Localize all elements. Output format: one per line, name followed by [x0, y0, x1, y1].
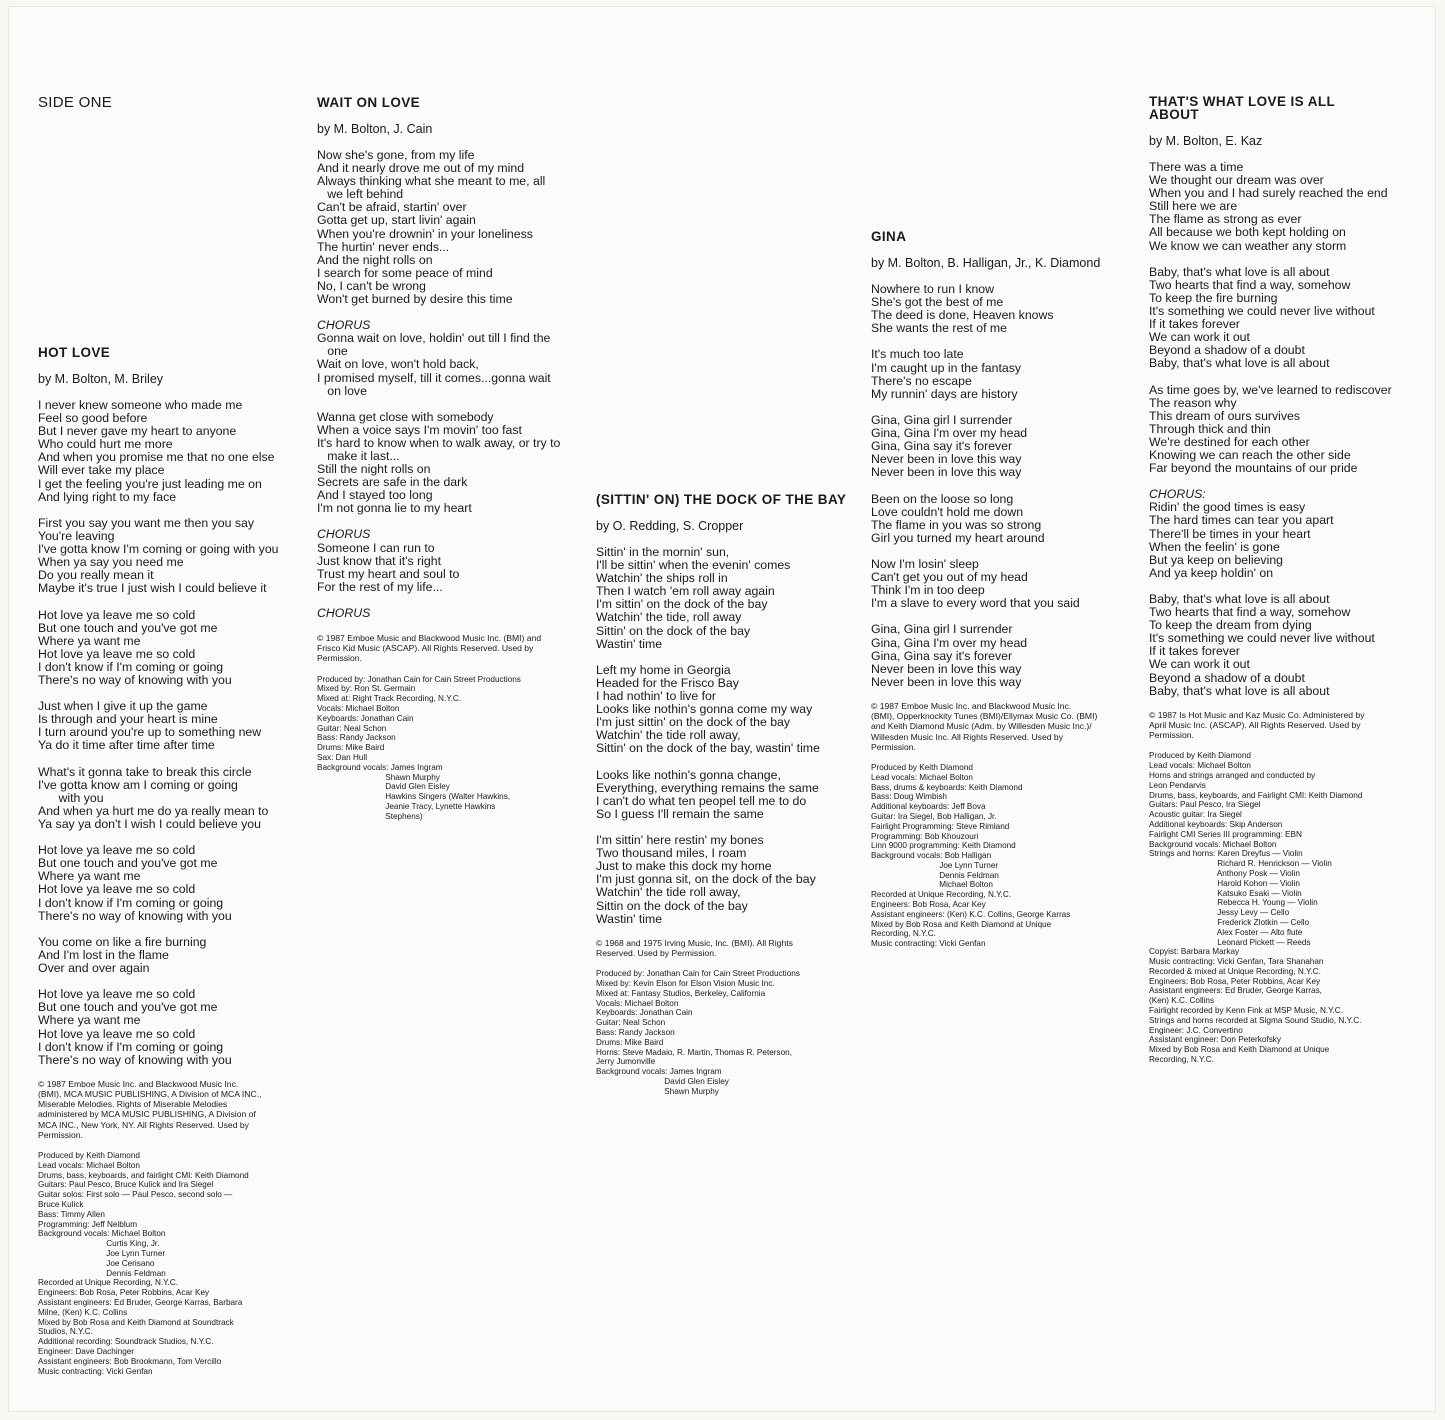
song-wait-on-love [317, 96, 587, 822]
song-title: THAT'S WHAT LOVE IS ALL ABOUT [1149, 94, 1335, 122]
song-credit: by O. Redding, S. Cropper [596, 519, 744, 533]
song-verse: Wanna get close with somebody When a voice says I'm movin' too fast It's hard to know when to walk away, or try to make it last... Still the night rolls on Secrets are safe in the dark And I stayed too long I'm not gonna lie to my heart [317, 409, 561, 516]
song-lyrics: I never knew someone who made me Feel so good before But I never gave my heart to anyone Who could hurt me more And when you promise me that no one else Will ever take my place I get the feeling you're just leading me on And lying right to my face First you say you want me then you say You're leaving I've gotta know I'm coming or going with you When ya say you need me Do you really mean it Maybe it's true I just wish I could believe it Hot love ya leave me so cold But one touch and you've got me Where ya want me Hot love ya leave me so cold I don't know if I'm coming or going There's no way of knowing with you Just when I give it up the game Is through and your heart is mine I turn around you're up to something new Ya do it time after time after time What's it gonna take to break this circle I've gotta know am I coming or going with you And when ya hurt me do ya really mean to Ya say ya don't I wish I could believe you Hot love ya leave me so cold But one touch and you've got me Where ya want me Hot love ya leave me so cold I don't know if I'm coming or going There's no way of knowing with you You come on like a fire burning And I'm lost in the flame Over and over again Hot love ya leave me so cold But one touch and you've got me Where ya want me Hot love ya leave me so cold I don't know if I'm coming or going There's no way of knowing with you [38, 398, 279, 1067]
song-copyright: © 1987 Emboe Music Inc. and Blackwood Music Inc. (BMI), Opperknockity Tunes (BMI)/Ellymax Music Co. (BMI) and Keith Diamond Music (Adm. by Willesden Music Inc.)/ Willesden Music Inc. All Rights Reserved. Used by Permission. [871, 700, 1098, 752]
song-copyright: © 1987 Is Hot Music and Kaz Music Co. Administered by April Music Inc. (ASCAP). All Rights Reserved. Used by Permission. [1149, 709, 1365, 741]
chorus-label: CHORUS: [1149, 487, 1206, 502]
song-chorus: Gonna wait on love, holdin' out till I find the one Wait on love, won't hold back, I promised myself, till it comes...gonna wait on love [317, 331, 551, 398]
song-copyright: © 1987 Emboe Music and Blackwood Music Inc. (BMI) and Frisco Kid Music (ASCAP). All Rights Reserved. Used by Permission. [317, 633, 542, 664]
song-title: WAIT ON LOVE [317, 95, 421, 110]
chorus-label: CHORUS [317, 605, 371, 620]
song-production-credits: Produced by Keith Diamond Lead vocals: Michael Bolton Horns and strings arranged and conducted by Leon Pendarvis Drums, bass, keyboards, and Fairlight CMI: Keith Diamond Guitars: Paul Pesco, Ira Siegel Acoustic guitar: Ira Siegel Additional keyboards: Skip Anderson Fairlight CMI Series III programming: EBN Background vocals: Michael Bolton Strings and horns: Karen Dreyfus — Violin Richard R. Henrickson — Violin Anthony Posk — Violin Harold Kohon — Violin Katsuko Esaki — Violin Rebecca H. Young — Violin Jessy Levy — Cello Frederick Zlotkin — Cello Alex Foster — Alto flute Leonard Pickett — Reeds Copyist: Barbara Markay Music contracting: Vicki Genfan, Tara Shanahan Recorded & mixed at Unique Recording, N.Y.C. Engineers: Bob Rosa, Peter Robbins, Acar Key Assistant engineers: Ed Bruder, George Karras, (Ken) K.C. Collins Fairlight recorded by Kenn Fink at MSP Music, N.Y.C. Strings and horns recorded at Sigma Sound Studio, N.Y.C. Engineer: J.C. Convertino Assistant engineer: Don Peterkofsky Mixed by Bob Rosa and Keith Diamond at Unique Recording, N.Y.C. [1149, 751, 1363, 1065]
song-title: HOT LOVE [38, 345, 111, 360]
song-title: (SITTIN' ON) THE DOCK OF THE BAY [596, 492, 847, 507]
song-verse: Someone I can run to Just know that it's right Trust my heart and soul to For the rest of my life... [317, 540, 460, 594]
song-credit: by M. Bolton, M. Briley [38, 372, 164, 386]
chorus-label: CHORUS [317, 527, 371, 542]
song-title: GINA [871, 229, 907, 244]
song-credit: by M. Bolton, B. Halligan, Jr., K. Diamond [871, 256, 1101, 270]
song-production-credits: Produced by Keith Diamond Lead vocals: Michael Bolton Drums, bass, keyboards, and fairlight CMI: Keith Diamond Guitars: Paul Pesco, Bruce Kulick and Ira Siegel Guitar solos: First solo — Paul Pesco, second solo — Bruce Kulick Bass: Timmy Allen Programming: Jeff Neiblum Background vocals: Michael Bolton Curtis King, Jr. Joe Lynn Turner Joe Cerisano Dennis Feldman Recorded at Unique Recording, N.Y.C. Engineers: Bob Rosa, Peter Robbins, Acar Key Assistant engineers: Ed Bruder, George Karras, Barbara Milne, (Ken) K.C. Collins Mixed by Bob Rosa and Keith Diamond at Soundtrack Studios, N.Y.C. Additional recording: Soundtrack Studios, N.Y.C. Engineer: Dave Dachinger Assistant engineers: Bob Brookmann, Tom Vercillo Music contracting: Vicki Genfan [38, 1151, 249, 1376]
song-credit: by M. Bolton, J. Cain [317, 122, 433, 136]
song-gina [871, 230, 1141, 949]
song-copyright: © 1987 Emboe Music Inc. and Blackwood Music Inc. (BMI), MCA MUSIC PUBLISHING, A Division of MCA INC., Miserable Melodies. Rights of Miserable Melodies administered by MCA MUSIC PUBLISHING, A Division of MCA INC., New York, NY. All Rights Reserved. Used by Permission. [38, 1078, 262, 1140]
side-label: SIDE ONE [38, 94, 113, 111]
song-production-credits: Produced by Keith Diamond Lead vocals: Michael Bolton Bass, drums & keyboards: Keith Diamond Bass: Doug Wimbish Additional keyboards: Jeff Bova Guitar: Ira Siegel, Bob Halligan, Jr. Fairlight Programming: Steve Rimland Programming: Bob Khouzouri Linn 9000 programming: Keith Diamond Background vocals: Bob Halligan Joe Lynn Turner Dennis Feldman Michael Bolton Recorded at Unique Recording, N.Y.C. Engineers: Bob Rosa, Acar Key Assistant engineers: (Ken) K.C. Collins, George Karras Mixed by Bob Rosa and Keith Diamond at Unique Recording, N.Y.C. Music contracting: Vicki Genfan [871, 762, 1071, 949]
song-hot-love [38, 346, 308, 1376]
song-thats-what-love-is-all-about [1149, 95, 1414, 1065]
song-credit: by M. Bolton, E. Kaz [1149, 134, 1263, 148]
song-lyrics: Nowhere to run I know She's got the best of me The deed is done, Heaven knows She wants the rest of me It's much too late I'm caught up in the fantasy There's no escape My runnin' days are history Gina, Gina girl I surrender Gina, Gina I'm over my head Gina, Gina say it's forever Never been in love this way Never been in love this way Been on the loose so long Love couldn't hold me down The flame in you was so strong Girl you turned my heart around Now I'm losin' sleep Can't get you out of my head Think I'm in too deep I'm a slave to every word that you said Gina, Gina girl I surrender Gina, Gina I'm over my head Gina, Gina say it's forever Never been in love this way Never been in love this way [871, 282, 1080, 689]
song-copyright: © 1968 and 1975 Irving Music, Inc. (BMI). All Rights Reserved. Used by Permission. [596, 937, 793, 958]
song-production-credits: Produced by: Jonathan Cain for Cain Street Productions Mixed by: Kevin Elson for Elson Vision Music Inc. Mixed at: Fantasy Studios, Berkeley, California Vocals: Michael Bolton Keyboards: Jonathan Cain Guitar: Neal Schon Bass: Randy Jackson Drums: Mike Baird Horns: Steve Madaio, R. Martin, Thomas R. Peterson, Jerry Jumonville Background vocals: James Ingram David Glen Eisley Shawn Murphy [596, 969, 800, 1096]
song-verse: Now she's gone, from my life And it nearly drove me out of my mind Always thinking what she meant to me, all we left behind Can't be afraid, startin' over Gotta get up, start livin' again When you're drownin' in your loneliness The hurtin' never ends... And the night rolls on I search for some peace of mind No, I can't be wrong Won't get burned by desire this time [317, 148, 546, 307]
song-verses: There was a time We thought our dream was over When you and I had surely reached the end Still here we are The flame as strong as ever All because we both kept holding on We know we can weather any storm Baby, that's what love is all about Two hearts that find a way, somehow To keep the fire burning It's something we could never live without If it takes forever We can work it out Beyond a shadow of a doubt Baby, that's what love is all about As time goes by, we've learned to rediscover The reason why This dream of ours survives Through thick and thin We're destined for each other Knowing we can reach the other side Far beyond the mountains of our pride [1149, 160, 1392, 476]
song-lyrics: Sittin' in the mornin' sun, I'll be sittin' when the evenin' comes Watchin' the ships roll in Then I watch 'em roll away again I'm sittin' on the dock of the bay Watchin' the tide, roll away Sittin' on the dock of the bay Wastin' time Left my home in Georgia Headed for the Frisco Bay I had nothin' to live for Looks like nothin's gonna come my way I'm just sittin' on the dock of the bay Watchin' the tide roll away, Sittin' on the dock of the bay, wastin' time Looks like nothin's gonna change, Everything, everything remains the same I can't do what ten peopel tell me to do So I guess I'll remain the same I'm sittin' here restin' my bones Two thousand miles, I roam Just to make this dock my home I'm just gonna sit, on the dock of the bay Watchin' the tide roll away, Sittin on the dock of the bay Wastin' time [596, 545, 820, 926]
song-chorus: Ridin' the good times is easy The hard times can tear you apart There'll be times in your heart When the feelin' is gone But ya keep on believing And ya keep holdin' on Baby, that's what love is all about Two hearts that find a way, somehow To keep the dream from dying It's something we could never live without If it takes forever We can work it out Beyond a shadow of a doubt Baby, that's what love is all about [1149, 500, 1375, 698]
song-production-credits: Produced by: Jonathan Cain for Cain Street Productions Mixed by: Ron St. Germain Mixed at: Right Track Recording, N.Y.C. Vocals: Michael Bolton Keyboards: Jonathan Cain Guitar: Neal Schon Bass: Randy Jackson Drums: Mike Baird Sax: Dan Hull Background vocals: James Ingram Shawn Murphy David Glen Eisley Hawkins Singers (Walter Hawkins, Jeanie Tracy, Lynette Hawkins Stephens) [317, 674, 521, 821]
song-dock-of-the-bay [596, 493, 861, 1096]
chorus-label: CHORUS [317, 318, 371, 333]
